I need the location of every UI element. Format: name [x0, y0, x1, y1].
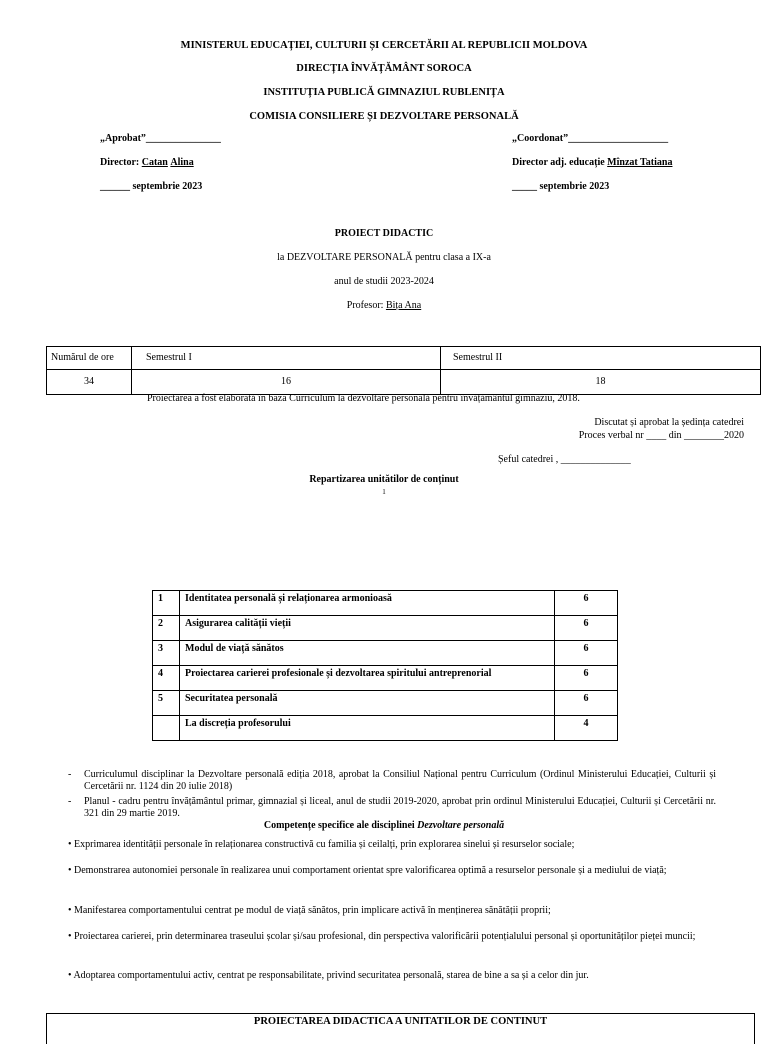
- discussion-line1: Discutat și aprobat la ședința catedrei: [594, 417, 744, 428]
- subject-line: [0, 252, 768, 265]
- table-row: [153, 616, 618, 641]
- teacher-label: Profesor:: [346, 300, 386, 311]
- document-title: PROIECT DIDACTIC: [334, 228, 434, 239]
- competence-item: • Adoptarea comportamentului activ, centrat pe responsabilitate, privind securitatea personală, starea de bine a sa și a celor din jur.: [68, 970, 589, 981]
- unit-hours: 6: [555, 691, 618, 716]
- units-table: [152, 590, 618, 741]
- table-row: [153, 691, 618, 716]
- unit-name: Proiectarea carierei profesionale și dezvoltarea spiritului antreprenorial: [180, 666, 555, 691]
- header-cell-hours: Numărul de ore: [47, 347, 132, 370]
- competence-item: • Manifestarea comportamentului centrat pe modul de viață sănătos, prin implicare activă în menținerea sănătății proprii;: [68, 905, 551, 916]
- subject-suffix: pentru clasa a IX-a: [412, 252, 491, 263]
- unit-hours: 4: [555, 716, 618, 741]
- header-cell-sem2: Semestrul II: [441, 347, 761, 370]
- reference-item: Curriculumul disciplinar la Dezvoltare personală ediția 2018, aprobat la Consiliul Național pentru Curriculum (Ordinul Ministerului Educației, Culturii și Cercetării nr. 1124 din 20 iulie 2018): [84, 769, 716, 792]
- school-year: anul de studii 2023-2024: [334, 276, 434, 287]
- unit-name: Asigurarea calității vieții: [180, 616, 555, 641]
- reference-item: Planul - cadru pentru învățământul primar, gimnazial și liceal, anul de studii 2019-2020, aprobat prin ordinul Ministerului Educației, Culturii și Cercetării nr. 321 din 29 martie 2019.: [84, 796, 716, 819]
- reference-dash: -: [68, 796, 72, 807]
- competence-item: • Exprimarea identității personale în relaționarea constructivă cu familia și ceilalți, prin explorarea sinelui și resurselor sociale;: [68, 839, 575, 850]
- approved-label: „Aprobat”_______________: [100, 133, 221, 144]
- teacher-name: Bița Ana: [385, 300, 422, 311]
- deputy-role: Director adj. educație: [512, 157, 608, 168]
- bottom-section-box: [46, 1013, 755, 1044]
- institution-title: INSTITUȚIA PUBLICĂ GIMNAZIUL RUBLENIȚA: [263, 87, 505, 98]
- table-row: [47, 370, 761, 395]
- deputy-name: Mînzat Tatiana: [607, 157, 673, 168]
- commission-title: COMISIA CONSILIERE ȘI DEZVOLTARE PERSONALĂ: [249, 111, 519, 122]
- table-row: [153, 591, 618, 616]
- discussion-line2: Proces verbal nr ____ din ________2020: [578, 430, 744, 441]
- cell-sem1-hours: 16: [132, 370, 441, 395]
- footnote-marker: 1: [382, 488, 386, 496]
- director-surname: Catan: [141, 157, 168, 168]
- unit-hours: 6: [555, 616, 618, 641]
- table-row: [153, 666, 618, 691]
- coordinated-label: „Coordonat”____________________: [512, 133, 669, 144]
- competences-title-subject: Dezvoltare personală: [417, 820, 505, 831]
- table-row: [153, 641, 618, 666]
- table-header-row: [47, 347, 761, 370]
- directorate-title: DIRECȚIA ÎNVĂȚĂMÂNT SOROCA: [296, 63, 472, 74]
- unit-name: Securitatea personală: [180, 691, 555, 716]
- competences-title: [0, 820, 768, 833]
- teacher-line: [0, 300, 768, 313]
- director-line: [100, 157, 194, 170]
- competences-title-prefix: Competențe specifice ale disciplinei: [263, 820, 418, 831]
- unit-number: [153, 716, 180, 741]
- curriculum-note: Proiectarea a fost elaborată în baza Curriculum la dezvoltare personală pentru învățământul gimnaziu, 2018.: [147, 393, 580, 404]
- unit-name: Identitatea personală și relaționarea armonioasă: [180, 591, 555, 616]
- approved-date: ______ septembrie 2023: [100, 181, 203, 192]
- unit-hours: 6: [555, 591, 618, 616]
- distribution-title: Repartizarea unitătilor de conținut: [309, 474, 459, 485]
- unit-hours: 6: [555, 641, 618, 666]
- competence-item: • Proiectarea carierei, prin determinarea traseului școlar și/sau profesional, din perspectiva valorificării potențialului personal și oportunităților pieței muncii;: [68, 931, 696, 942]
- cell-sem2-hours: 18: [441, 370, 761, 395]
- director-firstname: Alina: [170, 157, 194, 168]
- unit-hours: 6: [555, 666, 618, 691]
- unit-number: 4: [153, 666, 180, 691]
- subject-prefix: la: [277, 252, 287, 263]
- bottom-section-heading: PROIECTAREA DIDACTICA A UNITATILOR DE CONTINUT: [253, 1016, 548, 1027]
- header-cell-sem1: Semestrul I: [132, 347, 441, 370]
- table-row: [153, 716, 618, 741]
- competence-item: • Demonstrarea autonomiei personale în realizarea unui comportament orientat spre valorificarea optimă a resurselor personale și a mediului de viață;: [68, 865, 667, 876]
- unit-number: 2: [153, 616, 180, 641]
- director-role: Director:: [100, 157, 142, 168]
- reference-dash: -: [68, 769, 72, 780]
- unit-name: Modul de viață sănătos: [180, 641, 555, 666]
- unit-name: La discreția profesorului: [180, 716, 555, 741]
- unit-number: 1: [153, 591, 180, 616]
- coordinated-date: _____ septembrie 2023: [512, 181, 610, 192]
- unit-number: 5: [153, 691, 180, 716]
- cell-total-hours: 34: [47, 370, 132, 395]
- head-of-department: Șeful catedrei , ______________: [498, 454, 631, 465]
- subject-name: DEZVOLTARE PERSONALĂ: [286, 252, 413, 263]
- unit-number: 3: [153, 641, 180, 666]
- deputy-director-line: [512, 157, 672, 170]
- ministry-title: MINISTERUL EDUCAȚIEI, CULTURII ȘI CERCETĂRII AL REPUBLICII MOLDOVA: [180, 40, 588, 51]
- hours-table: [46, 346, 761, 395]
